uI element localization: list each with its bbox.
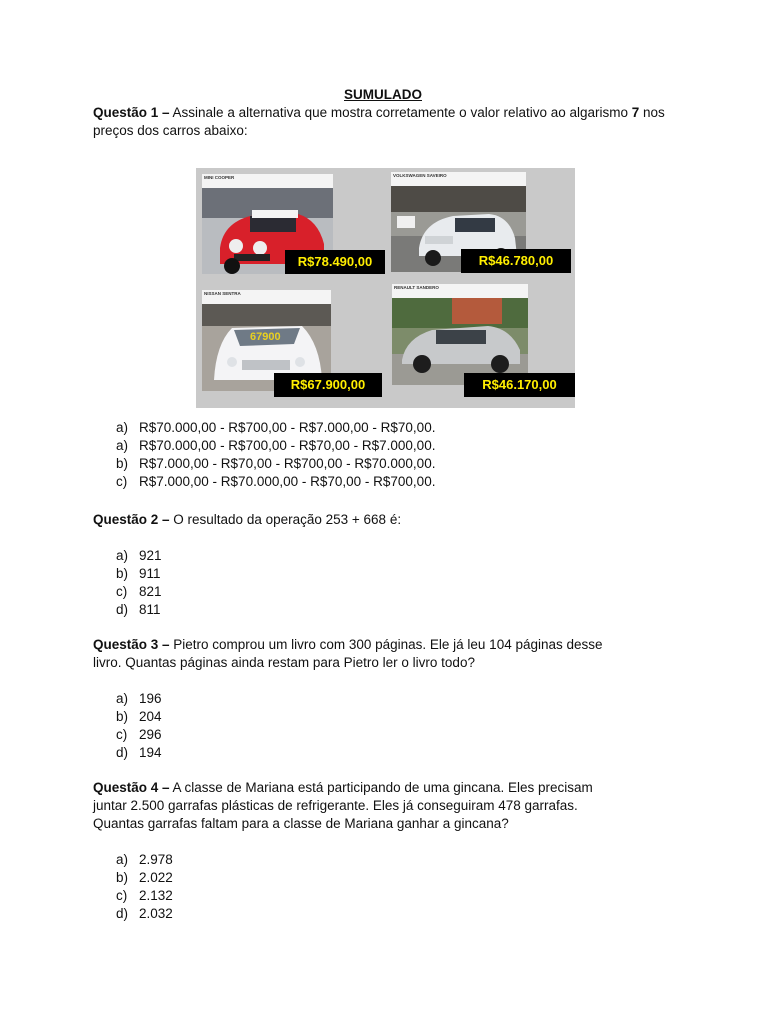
option-text: 2.022 — [139, 870, 173, 885]
question-1-label: Questão 1 – — [93, 105, 170, 120]
option-letter: a) — [116, 852, 129, 867]
option[interactable] — [93, 565, 673, 583]
option-letter: c) — [116, 474, 128, 489]
option[interactable] — [93, 744, 673, 762]
question-1-line2: preços dos carros abaixo: — [93, 123, 248, 138]
option-text: 204 — [139, 709, 162, 724]
question-4-line2: juntar 2.500 garrafas plásticas de refrigerante. Eles já conseguiram 478 garrafas. — [93, 798, 578, 813]
option-letter: d) — [116, 602, 129, 617]
price-tag-mini: R$78.490,00 — [285, 250, 385, 274]
car-name: MINI COOPER — [204, 175, 235, 180]
question-2-options — [93, 547, 673, 619]
question-2-text — [93, 511, 673, 529]
question-2-label: Questão 2 – — [93, 512, 170, 527]
car-header — [202, 290, 331, 304]
car-header — [392, 284, 528, 298]
price-tag-sandero: R$46.170,00 — [464, 373, 575, 397]
cars-image — [196, 168, 575, 408]
option-letter: c) — [116, 584, 128, 599]
option-text: 811 — [139, 602, 161, 617]
car-photo-sandero — [392, 298, 528, 385]
question-2-body: O resultado da operação 253 + 668 é: — [169, 512, 402, 527]
option-letter: b) — [116, 456, 129, 471]
question-4-body: A classe de Mariana está participando de uma gincana. Eles precisam — [169, 780, 593, 795]
option-letter: a) — [116, 691, 129, 706]
question-1-text-a: Assinale a alternativa que mostra corretamente o valor relativo ao algarismo — [169, 105, 632, 120]
option[interactable] — [93, 708, 673, 726]
question-4-options — [93, 851, 673, 923]
question-1-text-b: nos — [639, 105, 665, 120]
option[interactable] — [93, 905, 673, 923]
option-letter: a) — [116, 420, 129, 435]
option[interactable] — [93, 601, 673, 619]
option-text: 296 — [139, 727, 162, 742]
option-letter: d) — [116, 745, 129, 760]
option-letter: c) — [116, 727, 128, 742]
car-header — [202, 174, 333, 188]
car-name: NISSAN SENTRA — [204, 291, 241, 296]
option[interactable] — [93, 726, 673, 744]
option[interactable] — [93, 887, 673, 905]
question-3-options — [93, 690, 673, 762]
car-name: VOLKSWAGEN SAVEIRO — [393, 173, 447, 178]
option-letter: d) — [116, 906, 129, 921]
question-1-options — [93, 419, 673, 491]
car-name: RENAULT SANDERO — [394, 285, 439, 290]
question-3-line1 — [93, 636, 673, 654]
question-3-line2: livro. Quantas páginas ainda restam para Pietro ler o livro todo? — [93, 655, 475, 670]
question-1-text — [93, 104, 673, 122]
option-text: R$70.000,00 - R$700,00 - R$7.000,00 - R$70,00. — [139, 420, 436, 435]
question-2 — [93, 511, 673, 529]
page-title: SUMULADO — [344, 87, 422, 102]
option-letter: b) — [116, 709, 129, 724]
windshield-price: 67900 — [250, 331, 281, 343]
option[interactable] — [93, 869, 673, 887]
question-4-line1 — [93, 779, 673, 797]
question-4 — [93, 779, 673, 833]
option-letter: a) — [116, 438, 129, 453]
option[interactable] — [93, 583, 673, 601]
option-text: R$70.000,00 - R$700,00 - R$70,00 - R$7.000,00. — [139, 438, 436, 453]
question-4-label: Questão 4 – — [93, 780, 170, 795]
price-tag-saveiro: R$46.780,00 — [461, 249, 571, 273]
option-text: 2.978 — [139, 852, 173, 867]
option-text: 921 — [139, 548, 162, 563]
question-3-label: Questão 3 – — [93, 637, 170, 652]
question-1 — [93, 104, 673, 140]
option-letter: b) — [116, 566, 129, 581]
option-letter: a) — [116, 548, 129, 563]
option[interactable] — [93, 690, 673, 708]
option-letter: c) — [116, 888, 128, 903]
option-text: 821 — [139, 584, 162, 599]
option-text: 194 — [139, 745, 162, 760]
option-text: 2.132 — [139, 888, 173, 903]
car-card-sandero — [392, 284, 528, 385]
option-text: 911 — [139, 566, 161, 581]
option-text: 196 — [139, 691, 162, 706]
option[interactable] — [93, 455, 673, 473]
price-tag-sentra: R$67.900,00 — [274, 373, 382, 397]
option-letter: b) — [116, 870, 129, 885]
question-1-digit: 7 — [631, 105, 640, 120]
option[interactable] — [93, 419, 673, 437]
option-text: R$7.000,00 - R$70.000,00 - R$70,00 - R$700,00. — [139, 474, 436, 489]
option-text: 2.032 — [139, 906, 173, 921]
question-3 — [93, 636, 673, 672]
option[interactable] — [93, 547, 673, 565]
option[interactable] — [93, 851, 673, 869]
option[interactable] — [93, 437, 673, 455]
question-4-line3: Quantas garrafas faltam para a classe de Mariana ganhar a gincana? — [93, 816, 509, 831]
car-header — [391, 172, 526, 186]
option[interactable] — [93, 473, 673, 491]
option-text: R$7.000,00 - R$70,00 - R$700,00 - R$70.000,00. — [139, 456, 436, 471]
question-3-body: Pietro comprou um livro com 300 páginas. Ele já leu 104 páginas desse — [169, 637, 603, 652]
